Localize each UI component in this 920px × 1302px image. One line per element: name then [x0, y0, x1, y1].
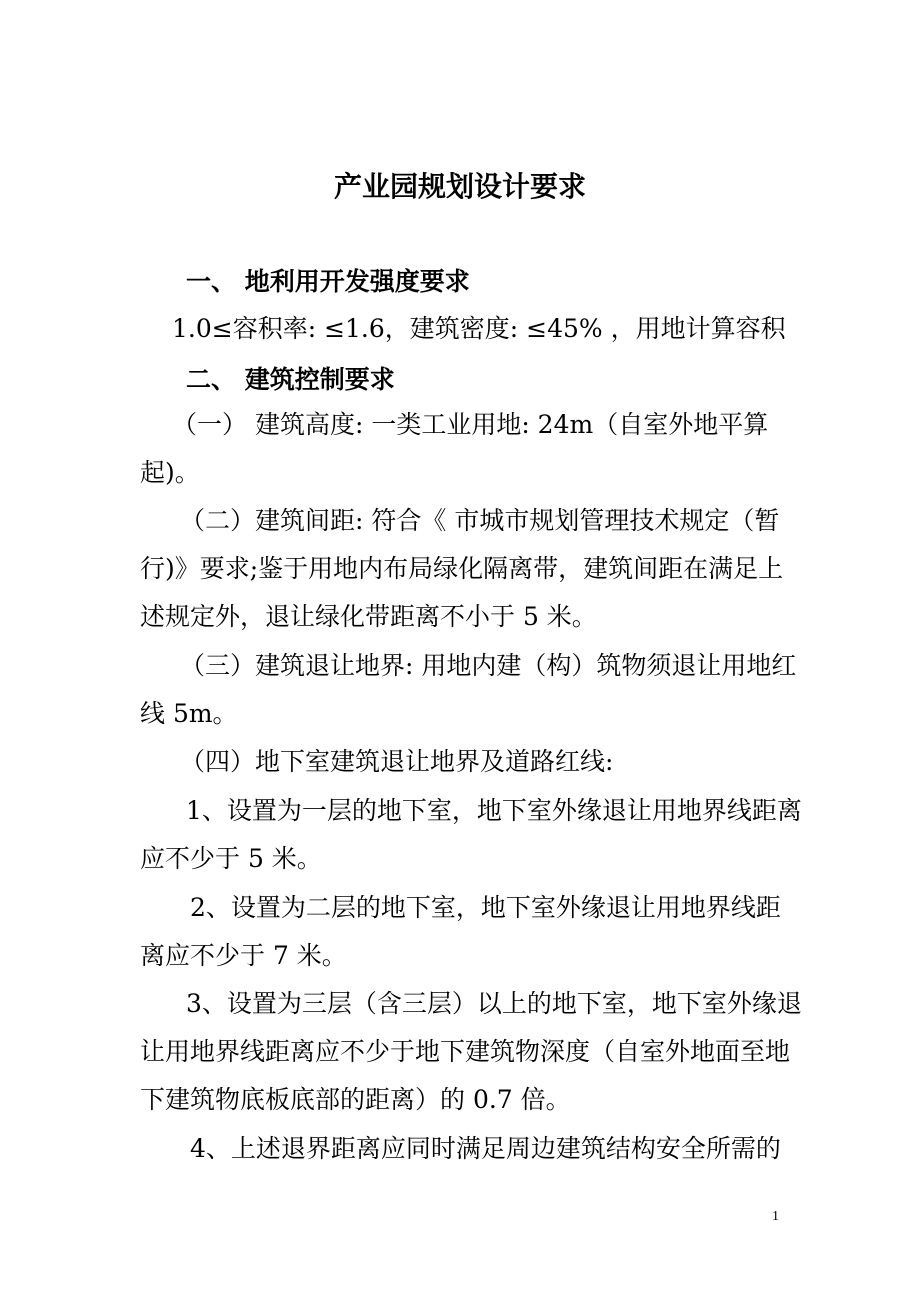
- paragraph-line: 下建筑物底板底部的距离）的 0.7 倍。: [140, 1085, 571, 1114]
- paragraph-line: 让用地界线距离应不少于地下建筑物深度（自室外地面至地: [140, 1037, 791, 1066]
- paragraph-line: 1.0≤容积率: ≤1.6，建筑密度: ≤45% ，用地计算容积: [172, 314, 786, 343]
- section-heading-1: 一、 地利用开发强度要求: [186, 267, 470, 296]
- paragraph-line: 述规定外，退让绿化带距离不小于 5 米。: [140, 602, 597, 631]
- paragraph-line: 1、设置为一层的地下室，地下室外缘退让用地界线距离: [186, 796, 802, 825]
- paragraph-line: 2、设置为二层的地下室，地下室外缘退让用地界线距: [190, 893, 781, 922]
- paragraph-line: 离应不少于 7 米。: [140, 941, 347, 970]
- page-number: 1: [772, 1209, 779, 1224]
- paragraph-line: 行)》要求;鉴于用地内布局绿化隔离带，建筑间距在满足上: [140, 554, 784, 583]
- document-title: 产业园规划设计要求: [333, 170, 586, 203]
- paragraph-line: （三）建筑退让地界: 用地内建（构）筑物须退让用地红: [180, 651, 797, 680]
- paragraph-line: （二）建筑间距: 符合《 市城市规划管理技术规定（暂: [180, 506, 780, 535]
- paragraph-line: 4、上述退界距离应同时满足周边建筑结构安全所需的: [190, 1134, 781, 1163]
- paragraph-line: 3、设置为三层（含三层）以上的地下室，地下室外缘退: [186, 989, 802, 1018]
- paragraph-line: （一） 建筑高度: 一类工业用地: 24m（自室外地平算: [172, 410, 769, 439]
- section-heading-2: 二、 建筑控制要求: [186, 365, 395, 394]
- paragraph-line: 应不少于 5 米。: [140, 844, 322, 873]
- paragraph-line: （四）地下室建筑退让地界及道路红线:: [180, 747, 614, 776]
- paragraph-line: 线 5m。: [140, 699, 238, 728]
- paragraph-line: 起)。: [140, 458, 200, 487]
